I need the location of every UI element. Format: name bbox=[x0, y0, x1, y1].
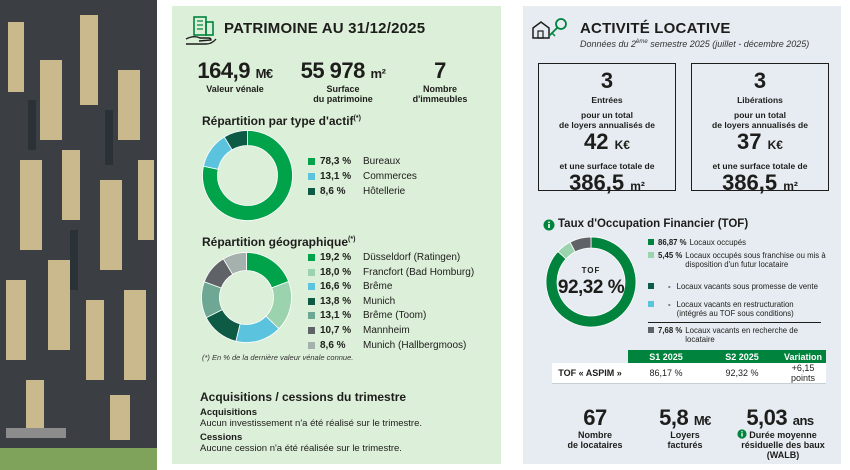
legend-swatch bbox=[648, 252, 654, 258]
facade-panel bbox=[100, 180, 122, 270]
legend-text: Locaux occupés sous franchise ou mis à disposition d'un futur locataire bbox=[685, 251, 826, 269]
valeur-venale-value bbox=[196, 58, 274, 84]
legend-swatch bbox=[648, 327, 654, 333]
locataires-label bbox=[555, 430, 635, 450]
table-header-empty bbox=[552, 350, 628, 363]
surface-label bbox=[298, 84, 388, 104]
surface-number: 386,5 bbox=[569, 170, 625, 195]
footnote-marker: (*) bbox=[348, 236, 356, 243]
kpi-unit: ans bbox=[792, 413, 814, 428]
facade-window bbox=[70, 230, 78, 290]
type-legend-row bbox=[308, 155, 400, 168]
entries-line2: de loyers annualisés de bbox=[559, 120, 655, 130]
entries-surface bbox=[539, 171, 675, 198]
label-line: (WALB) bbox=[766, 450, 800, 460]
legend-swatch bbox=[308, 158, 315, 165]
legend-text: Locaux vacants en restructuration (intégrés au TOF sous conditions) bbox=[676, 300, 794, 318]
type-title-text: Répartition par type d'actif bbox=[202, 114, 354, 128]
label-line: Loyers bbox=[670, 430, 700, 440]
geo-legend-row bbox=[308, 339, 466, 352]
legend-pct: 16,6 % bbox=[320, 281, 352, 293]
entries-line3: et une surface totale de bbox=[559, 161, 655, 171]
label-line: facturés bbox=[667, 440, 703, 450]
acq-title: Acquisitions / cessions du trimestre bbox=[200, 390, 407, 404]
tof-legend-row bbox=[648, 282, 826, 291]
facade-panel bbox=[118, 70, 140, 140]
tof-center-value: 92,32 % bbox=[557, 277, 625, 298]
activite-subtitle bbox=[580, 39, 809, 49]
acq-text: Aucun investissement n'a été réalisé sur le trimestre. bbox=[200, 418, 422, 429]
type-legend-row bbox=[308, 170, 417, 183]
key-icon bbox=[529, 14, 575, 44]
legend-label: Bureaux bbox=[363, 156, 401, 167]
legend-pct: 13,8 % bbox=[320, 295, 352, 307]
geo-legend-row bbox=[308, 280, 392, 293]
info-icon bbox=[543, 219, 555, 231]
lawn bbox=[0, 448, 157, 470]
label-line: de locataires bbox=[567, 440, 623, 450]
geo-title-text: Répartition géographique bbox=[202, 235, 349, 249]
legend-pct: - bbox=[668, 282, 671, 291]
label-line: Surface bbox=[326, 84, 360, 94]
geo-donut-chart bbox=[200, 251, 293, 344]
legend-swatch bbox=[648, 239, 654, 245]
facade-panel bbox=[138, 160, 154, 240]
legend-swatch bbox=[648, 301, 654, 307]
legend-label: Düsseldorf (Ratingen) bbox=[363, 252, 461, 263]
facade-panel bbox=[110, 395, 130, 440]
facade-panel bbox=[124, 290, 146, 380]
activite-title: ACTIVITÉ LOCATIVE bbox=[580, 20, 731, 37]
label-line: Nombre bbox=[422, 84, 457, 94]
tof-center-label: TOF bbox=[581, 266, 601, 275]
legend-pct: 18,0 % bbox=[320, 266, 352, 278]
tof-table bbox=[552, 350, 826, 384]
exits-count: 3 bbox=[753, 68, 767, 93]
tof-divider bbox=[648, 322, 821, 323]
facade-panel bbox=[48, 260, 70, 350]
label-line: résiduelle des baux bbox=[741, 440, 825, 450]
valeur-venale-label: Valeur vénale bbox=[206, 84, 264, 94]
tof-legend-row bbox=[648, 300, 826, 318]
subtitle-sup: ème bbox=[636, 39, 648, 45]
legend-pct: 7,68 % bbox=[658, 326, 683, 335]
legend-pct: 13,1 % bbox=[320, 171, 352, 182]
exits-line3: et une surface totale de bbox=[712, 161, 808, 171]
ces-text: Aucune cession n'a été réalisée sur le trimestre. bbox=[200, 443, 402, 454]
facade-panel bbox=[6, 280, 26, 360]
legend-label: Mannheim bbox=[363, 325, 410, 336]
tof-table-header bbox=[552, 350, 826, 363]
table-cell-s2: 92,32 % bbox=[704, 363, 780, 384]
legend-swatch bbox=[308, 327, 315, 334]
exits-line2: de loyers annualisés de bbox=[712, 120, 808, 130]
label-line: Nombre bbox=[577, 430, 612, 440]
kpi-unit: m² bbox=[370, 66, 386, 81]
geo-legend-row bbox=[308, 309, 426, 322]
legend-label: Munich bbox=[363, 295, 396, 307]
tof-legend-row bbox=[648, 238, 826, 247]
locataires-value: 67 bbox=[583, 405, 607, 430]
exits-surface bbox=[692, 171, 828, 198]
entries-count: 3 bbox=[600, 68, 614, 93]
legend-swatch bbox=[308, 254, 315, 261]
legend-label: Hôtellerie bbox=[363, 186, 406, 197]
facade-window bbox=[28, 100, 36, 150]
amount-unit: K€ bbox=[767, 138, 783, 152]
legend-label: Francfort (Bad Homburg) bbox=[363, 266, 475, 278]
footnote-marker: (*) bbox=[353, 115, 361, 122]
legend-pct: 5,45 % bbox=[658, 251, 683, 260]
walb-label bbox=[733, 430, 833, 460]
legend-swatch bbox=[308, 283, 315, 290]
exits-line1: pour un total bbox=[734, 110, 786, 120]
table-cell-variation: +6,15 points bbox=[780, 363, 826, 384]
kpi-number: 164,9 bbox=[197, 58, 250, 83]
legend-swatch bbox=[308, 298, 315, 305]
label-line: Durée moyenne bbox=[749, 430, 817, 440]
facade-panel bbox=[8, 22, 24, 92]
geo-legend-row bbox=[308, 266, 474, 279]
subtitle-text: Données du 2 bbox=[580, 39, 637, 49]
walb-value bbox=[730, 405, 830, 431]
tof-title: Taux d'Occupation Financier (TOF) bbox=[558, 218, 749, 230]
facade-panel bbox=[26, 380, 44, 435]
facade-panel bbox=[20, 160, 42, 250]
entries-label: Entrées bbox=[591, 95, 623, 105]
amount-number: 42 bbox=[584, 129, 609, 154]
legend-text: Locaux occupés bbox=[689, 238, 746, 247]
bench bbox=[6, 428, 66, 438]
tof-legend-row bbox=[648, 251, 826, 269]
legend-swatch bbox=[308, 269, 315, 276]
amount-number: 37 bbox=[737, 129, 762, 154]
legend-label: Munich (Hallbergmoos) bbox=[363, 339, 467, 351]
legend-pct: 78,3 % bbox=[320, 156, 352, 167]
ces-label: Cessions bbox=[200, 432, 243, 443]
surface-number: 386,5 bbox=[722, 170, 778, 195]
patrimoine-title: PATRIMOINE AU 31/12/2025 bbox=[224, 20, 426, 37]
type-legend-row bbox=[308, 185, 405, 198]
table-header-s1: S1 2025 bbox=[628, 350, 704, 363]
legend-label: Brême bbox=[363, 281, 393, 293]
exits-label: Libérations bbox=[737, 95, 783, 105]
type-donut-chart bbox=[201, 129, 294, 222]
kpi-number: 5,8 bbox=[659, 405, 689, 430]
geo-legend-row bbox=[308, 251, 460, 264]
label-line: d'immeubles bbox=[412, 94, 468, 104]
geo-title bbox=[202, 235, 355, 249]
type-title bbox=[202, 114, 361, 128]
table-header-variation: Variation bbox=[780, 350, 826, 363]
surface-unit: m² bbox=[630, 179, 645, 193]
exits-amount bbox=[692, 130, 828, 157]
legend-swatch bbox=[308, 173, 315, 180]
legend-pct: 13,1 % bbox=[320, 310, 352, 322]
legend-pct: 10,7 % bbox=[320, 325, 352, 336]
facade-panel bbox=[80, 15, 98, 105]
legend-label: Brême (Toom) bbox=[363, 310, 427, 322]
immeubles-value: 7 bbox=[434, 58, 446, 83]
legend-pct: - bbox=[668, 300, 671, 309]
table-row-label: TOF « ASPIM » bbox=[552, 363, 628, 384]
facade-panel bbox=[86, 300, 104, 380]
kpi-unit: M€ bbox=[255, 66, 273, 81]
table-row bbox=[552, 363, 826, 384]
donut-slice-0 bbox=[247, 253, 289, 288]
legend-pct: 8,6 % bbox=[320, 339, 346, 351]
tof-legend-row bbox=[648, 326, 826, 344]
legend-label: Commerces bbox=[363, 171, 417, 182]
footnote: (*) En % de la dernière valeur vénale connue. bbox=[202, 353, 354, 362]
kpi-number: 5,03 bbox=[746, 405, 788, 430]
legend-pct: 19,2 % bbox=[320, 252, 352, 263]
facade-panel bbox=[40, 60, 62, 140]
entries-box bbox=[538, 63, 676, 195]
legend-pct: 86,87 % bbox=[658, 238, 687, 247]
exits-box bbox=[691, 63, 829, 195]
legend-swatch bbox=[308, 188, 315, 195]
surface-unit: m² bbox=[783, 179, 798, 193]
geo-legend-row bbox=[308, 324, 410, 337]
legend-text: Locaux vacants en recherche de locataire bbox=[685, 326, 798, 344]
immeubles-label bbox=[410, 84, 470, 104]
label-line: du patrimoine bbox=[313, 94, 373, 104]
legend-text: Locaux vacants sous promesse de vente bbox=[676, 282, 818, 291]
legend-swatch bbox=[308, 312, 315, 319]
kpi-number: 55 978 bbox=[300, 58, 365, 83]
building-hand-icon bbox=[184, 14, 218, 46]
subtitle-text: semestre 2025 (juillet - décembre 2025) bbox=[647, 39, 810, 49]
building-photo bbox=[0, 0, 157, 470]
loyers-label bbox=[645, 430, 725, 450]
amount-unit: K€ bbox=[614, 138, 630, 152]
legend-pct: 8,6 % bbox=[320, 186, 346, 197]
facade-panel bbox=[62, 150, 80, 220]
surface-value bbox=[298, 58, 388, 84]
entries-amount bbox=[539, 130, 675, 157]
facade-window bbox=[105, 110, 113, 165]
kpi-unit: M€ bbox=[693, 413, 711, 428]
geo-legend-row bbox=[308, 295, 395, 308]
table-header-s2: S2 2025 bbox=[704, 350, 780, 363]
acq-label: Acquisitions bbox=[200, 407, 258, 418]
entries-line1: pour un total bbox=[581, 110, 633, 120]
legend-swatch bbox=[308, 342, 315, 349]
legend-swatch bbox=[648, 283, 654, 289]
loyers-value bbox=[645, 405, 725, 431]
table-cell-s1: 86,17 % bbox=[628, 363, 704, 384]
